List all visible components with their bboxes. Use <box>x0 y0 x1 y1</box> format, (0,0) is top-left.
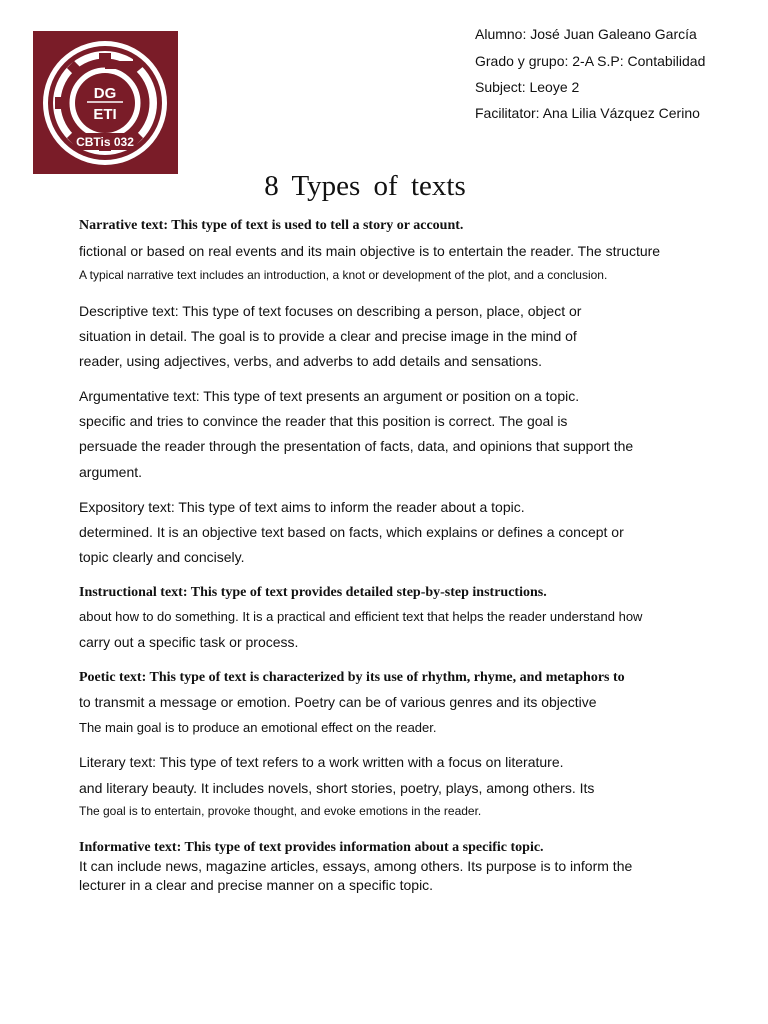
poetic-line: The main goal is to produce an emotional effect on the reader. <box>79 720 437 735</box>
logo-school-name: CBTis 032 <box>76 135 134 149</box>
narrative-line: A typical narrative text includes an introduction, a knot or development of the plot, and a conclusion. <box>79 268 608 282</box>
informative-heading: Informative text: This type of text provides information about a specific topic. <box>79 840 544 855</box>
argumentative-line: persuade the reader through the presentation of facts, data, and opinions that support the <box>79 438 634 454</box>
poetic-line: to transmit a message or emotion. Poetry can be of various genres and its objective <box>79 694 597 710</box>
argumentative-heading: Argumentative text: This type of text presents an argument or position on a topic. <box>79 388 580 404</box>
instructional-line: carry out a specific task or process. <box>79 634 299 650</box>
subject: Subject: Leoye 2 <box>475 79 580 95</box>
expository-line: determined. It is an objective text based on facts, which explains or defines a concept or <box>79 524 624 540</box>
literary-line: and literary beauty. It includes novels, short stories, poetry, plays, among others. Its <box>79 780 595 796</box>
descriptive-line: situation in detail. The goal is to provide a clear and precise image in the mind of <box>79 328 577 344</box>
school-logo <box>33 31 178 174</box>
logo-top-text: DG <box>93 85 117 102</box>
logo-emblem-icon <box>33 31 178 174</box>
argumentative-line: argument. <box>79 464 143 480</box>
instructional-heading: Instructional text: This type of text provides detailed step-by-step instructions. <box>79 585 547 600</box>
logo-bottom-text: ETI <box>93 106 117 123</box>
student-name: Alumno: José Juan Galeano García <box>475 26 697 42</box>
informative-line: lecturer in a clear and precise manner on a specific topic. <box>79 877 434 893</box>
expository-heading: Expository text: This type of text aims to inform the reader about a topic. <box>79 499 525 515</box>
poetic-heading: Poetic text: This type of text is characterized by its use of rhythm, rhyme, and metaphors to <box>79 670 625 685</box>
informative-line: It can include news, magazine articles, essays, among others. Its purpose is to inform the <box>79 858 633 874</box>
expository-line: topic clearly and concisely. <box>79 549 245 565</box>
grade-group: Grado y grupo: 2-A S.P: Contabilidad <box>475 53 706 69</box>
argumentative-line: specific and tries to convince the reader that this position is correct. The goal is <box>79 413 568 429</box>
instructional-line: about how to do something. It is a practical and efficient text that helps the reader understand how <box>79 609 643 624</box>
narrative-line: fictional or based on real events and its main objective is to entertain the reader. The structure <box>79 243 661 259</box>
page-title: 8 Types of texts <box>264 170 466 202</box>
literary-heading: Literary text: This type of text refers to a work written with a focus on literature. <box>79 754 564 770</box>
descriptive-heading: Descriptive text: This type of text focuses on describing a person, place, object or <box>79 303 582 319</box>
descriptive-line: reader, using adjectives, verbs, and adverbs to add details and sensations. <box>79 353 543 369</box>
narrative-heading: Narrative text: This type of text is used to tell a story or account. <box>79 218 464 233</box>
facilitator: Facilitator: Ana Lilia Vázquez Cerino <box>475 105 700 121</box>
literary-line: The goal is to entertain, provoke thought, and evoke emotions in the reader. <box>79 804 482 818</box>
